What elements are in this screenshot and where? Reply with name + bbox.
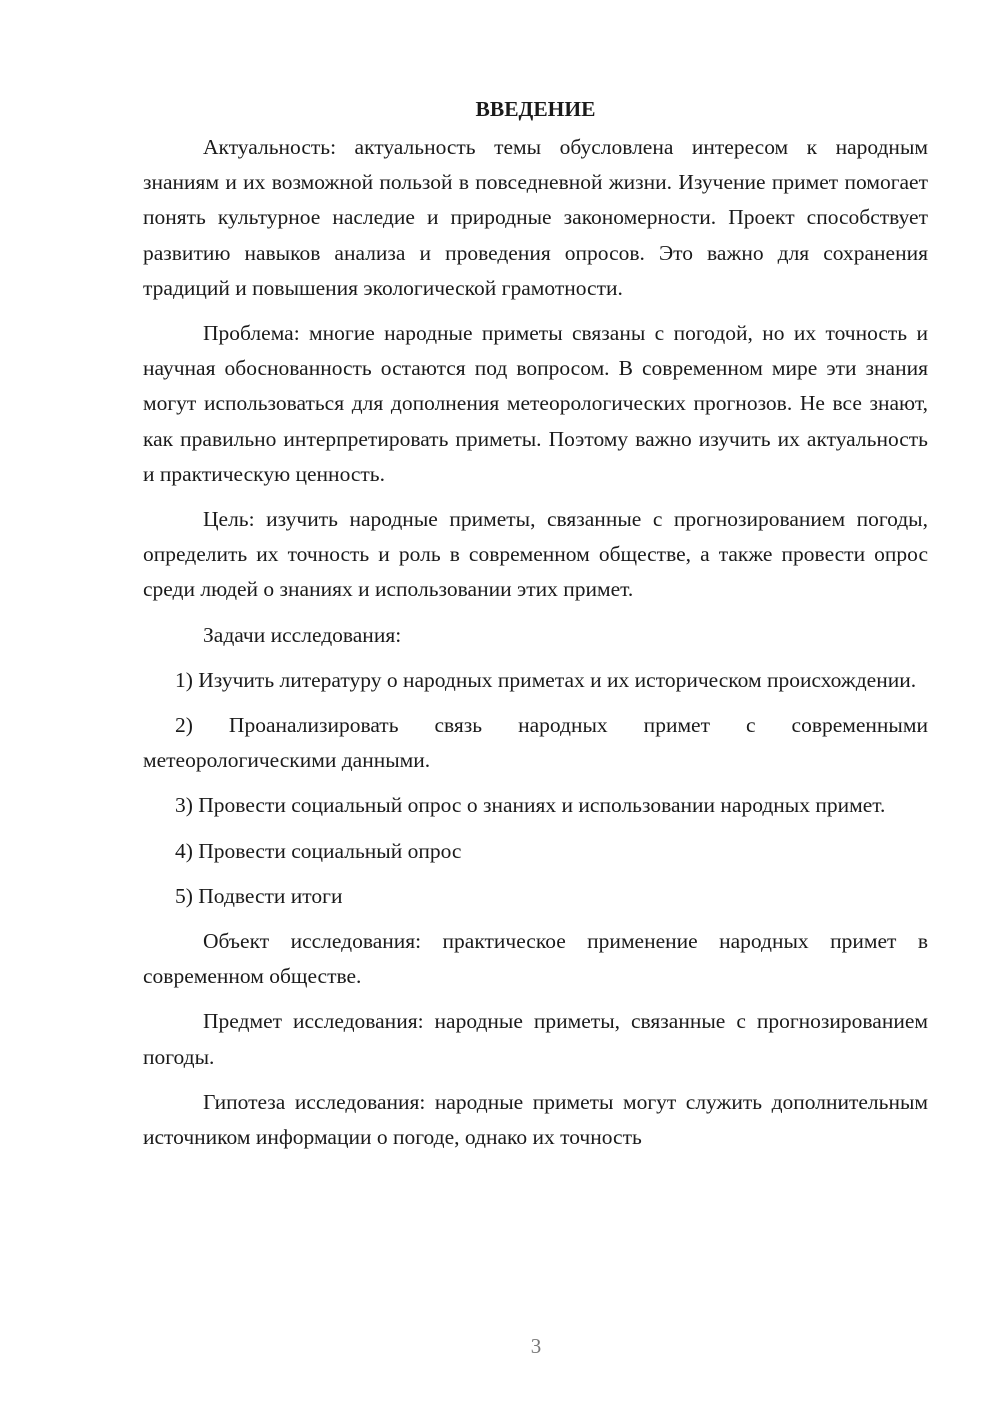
task-item-2: 2) Проанализировать связь народных примет с современными метеорологическими данными. (143, 713, 928, 773)
tasks-heading: Задачи исследования: (203, 622, 402, 647)
task-item-3: 3) Провести социальный опрос о знаниях и использовании народных примет. (175, 793, 886, 818)
task-item-1: 1) Изучить литературу о народных приметах и их историческом происхождении. (175, 667, 917, 692)
subject-paragraph: Предмет исследования: народные приметы, связанные с прогнозированием погоды. (143, 1009, 928, 1069)
task-item-5: 5) Подвести итоги (175, 883, 343, 908)
document-page (143, 92, 928, 1165)
relevance-paragraph: Актуальность: актуальность темы обусловлена интересом к народным знаниям и их возможной пользой в повседневной жизни. Изучение примет помогает понять культурное наследие и природные закономерности. Проект способствует развитию навыков анализа и проведения опросов. Это важно для сохранения традиций и повышения экологической грамотности. (143, 135, 928, 300)
object-paragraph: Объект исследования: практическое применение народных примет в современном обществе. (143, 929, 928, 989)
page-number: 3 (530, 1334, 542, 1358)
task-item-4: 4) Провести социальный опрос (175, 838, 462, 863)
section-title: ВВЕДЕНИЕ (475, 97, 596, 121)
goal-paragraph: Цель: изучить народные приметы, связанные с прогнозированием погоды, определить их точность и роль в современном обществе, а также провести опрос среди людей о знаниях и использовании этих примет. (143, 507, 928, 602)
hypothesis-paragraph: Гипотеза исследования: народные приметы могут служить дополнительным источником информации о погоде, однако их точность (143, 1089, 928, 1150)
problem-paragraph: Проблема: многие народные приметы связаны с погодой, но их точность и научная обоснованность остаются под вопросом. В современном мире эти знания могут использоваться для дополнения метеорологических прогнозов. Не все знают, как правильно интерпретировать приметы. Поэтому важно изучить их актуальность и практическую ценность. (143, 321, 928, 486)
